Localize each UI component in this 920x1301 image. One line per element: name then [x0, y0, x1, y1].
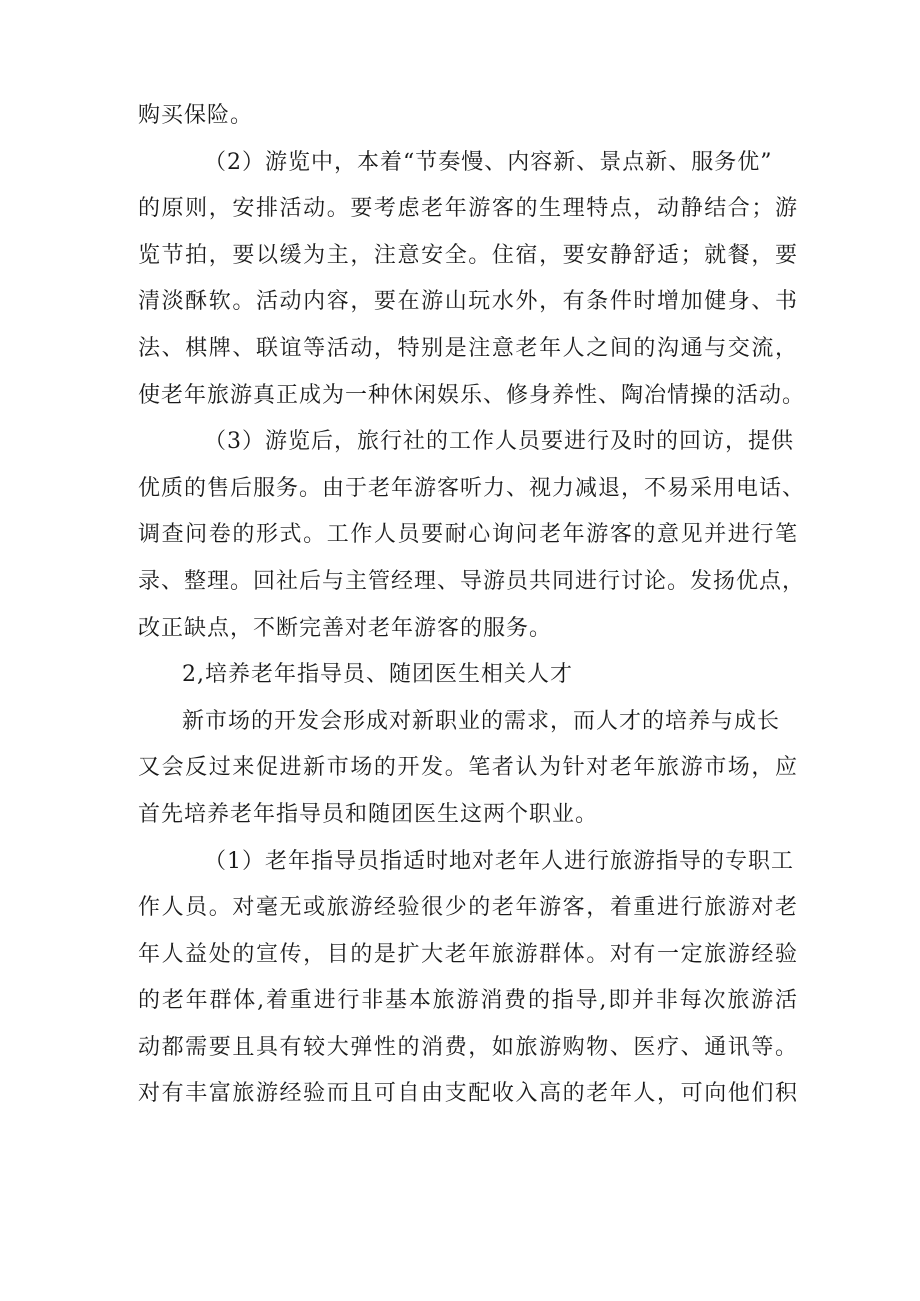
- text-line: 新市场的开发会形成对新职业的需求，而人才的培养与成长: [182, 708, 781, 734]
- text-line: 法、棋牌、联谊等活动，特别是注意老年人之间的沟通与交流，: [138, 335, 798, 361]
- text-line: 又会反过来促进新市场的开发。笔者认为针对老年旅游市场，应: [138, 755, 798, 781]
- text-line: （1）老年指导员指适时地对老年人进行旅游指导的专职工: [204, 848, 794, 874]
- text-line: 动都需要且具有较大弹性的消费，如旅游购物、医疗、通讯等。: [138, 1034, 798, 1060]
- text-line: 的老年群体,着重进行非基本旅游消费的指导,即并非每次旅游活: [138, 988, 798, 1014]
- text-line: （2）游览中，本着“节奏慢、内容新、景点新、服务优”: [204, 149, 773, 175]
- text-line: 的原则，安排活动。要考虑老年游客的生理特点，动静结合；游: [138, 196, 798, 222]
- text-line: 作人员。对毫无或旅游经验很少的老年游客，着重进行旅游对老: [138, 895, 798, 921]
- text-line: 年人益处的宣传，目的是扩大老年旅游群体。对有一定旅游经验: [138, 941, 798, 967]
- text-line: 首先培养老年指导员和随团医生这两个职业。: [138, 801, 599, 827]
- text-line: 录、整理。回社后与主管经理、导游员共同进行讨论。发扬优点，: [138, 568, 806, 594]
- text-line: （3）游览后，旅行社的工作人员要进行及时的回访，提供: [204, 429, 794, 455]
- text-line: 清淡酥软。活动内容，要在游山玩水外，有条件时增加健身、书: [138, 289, 798, 315]
- text-line: 对有丰富旅游经验而且可自由支配收入高的老年人，可向他们积: [138, 1081, 798, 1107]
- text-line: 优质的售后服务。由于老年游客听力、视力减退，不易采用电话、: [138, 475, 806, 501]
- text-line: 购买保险。: [138, 103, 254, 128]
- text-line: 览节拍，要以缓为主，注意安全。住宿，要安静舒适；就餐，要: [138, 242, 798, 268]
- section-heading: 2,培养老年指导员、随团医生相关人才: [182, 662, 573, 688]
- text-line: 使老年旅游真正成为一种休闲娱乐、修身养性、陶冶情操的活动。: [138, 382, 806, 408]
- body-text: [138, 93, 806, 1118]
- text-line: 调查问卷的形式。工作人员要耐心询问老年游客的意见并进行笔: [138, 522, 798, 548]
- text-line: 改正缺点，不断完善对老年游客的服务。: [138, 615, 553, 641]
